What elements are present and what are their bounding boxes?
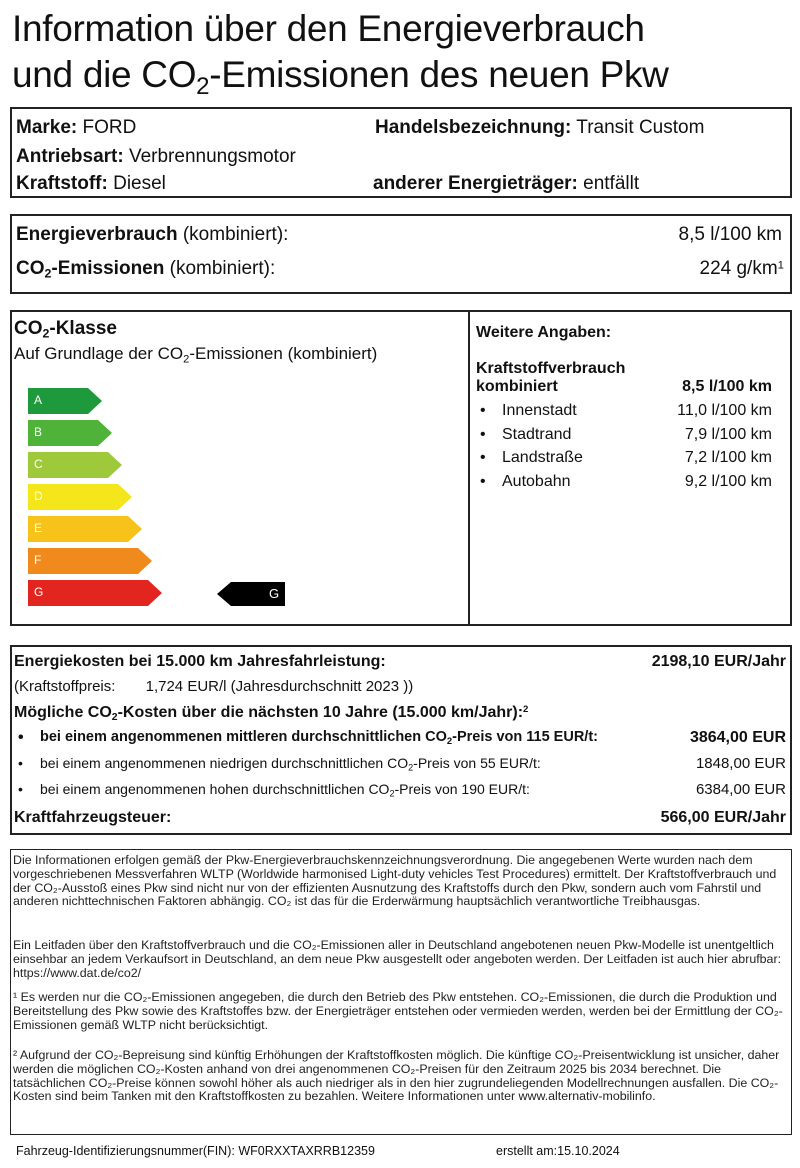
co2-class-letter: E [34, 521, 43, 535]
co2-class-title-pre: CO [14, 318, 43, 339]
fuel-label: Kraftstoff: [16, 173, 108, 194]
co2-class-subtitle-sub: 2 [183, 353, 190, 366]
drive-value: Verbrennungsmotor [128, 146, 296, 167]
scenario-value: 6384,00 EUR [695, 781, 786, 798]
co2-class-arrow-shape [28, 516, 142, 542]
combined-consumption-value: 8,5 l/100 km [682, 378, 772, 395]
consumption-item-value: 9,2 l/100 km [684, 472, 772, 490]
list-bullet: • [480, 425, 486, 443]
co2-class-arrow-f [28, 548, 152, 574]
co2-costs-title [14, 704, 528, 722]
scenario-value: 3864,00 EUR [689, 729, 786, 746]
scenario-label-pre: bei einem angenommenen hohen durchschnittlichen CO [40, 781, 390, 797]
energy-cost-label: Energiekosten bei 15.000 km Jahresfahrleistung: [14, 653, 386, 670]
list-bullet: • [480, 402, 486, 419]
further-details-box [468, 310, 792, 626]
co2-class-letter: C [34, 457, 43, 471]
co2-class-arrow-a [28, 388, 102, 414]
co2-class-arrow-e [28, 516, 142, 542]
co2-class-title [14, 318, 117, 340]
co2-label-sub: 2 [44, 266, 52, 281]
further-title: Weitere Angaben: [476, 324, 612, 341]
co2-class-arrow-d [28, 484, 132, 510]
co2-class-arrow-g [28, 580, 162, 606]
co2-class-arrow-shape [28, 484, 132, 510]
co2-costs-post: -Kosten über die nächsten 10 Jahre (15.000 km/Jahr): [117, 704, 524, 721]
title-line-2-pre: und die CO [12, 54, 197, 95]
notes-box [10, 849, 792, 1135]
co2-label-pre: CO [16, 258, 45, 279]
list-bullet: • [480, 472, 486, 490]
scenario-value: 1848,00 EUR [695, 755, 786, 772]
consumption-item-label: Stadtrand [502, 425, 572, 443]
fuel-row [16, 173, 166, 195]
energy-cost-value: 2198,10 EUR/Jahr [651, 653, 786, 670]
note-paragraph-4: ² Aufgrund der CO₂-Bepreisung sind künftig Erhöhungen der Kraftstoffkosten möglich. Die künftige CO₂-Preisentwicklung ist unsicher, daher werden die möglichen CO₂-Kosten anhand von drei angenommenen CO₂-Preisen für den Zeitraum 2025 bis 2034 berechnet. Die tatsächlichen CO₂-Preise können sowohl höher als auch niedriger als in den hier zugrundeliegenden Modellrechnungen ausfallen. Die CO₂-Kosten sind beim Tanken mit den Kraftstoffkosten zu bezahlen. Weitere Informationen unter www.alternativ-mobilinfo. [13, 1048, 780, 1104]
co2-class-letter: G [34, 585, 44, 599]
co2-class-subtitle-pre: Auf Grundlage der CO [14, 344, 184, 363]
other-energy-value: entfällt [583, 173, 640, 194]
co2-class-subtitle-post: -Emissionen (kombiniert) [189, 344, 378, 363]
fuel-consumption-title-1: Kraftstoffverbrauch [476, 360, 626, 377]
scenario-label [40, 781, 530, 797]
note-paragraph-1: Die Informationen erfolgen gemäß der Pkw-Energieverbrauchskennzeichnungsverordnung. Die angegebenen Werte wurden nach dem vorgeschriebenen Messverfahren WLTP (Worldwide harmonised Light-duty vehicles Test Procedures) ermittelt. Der Kraftstoffverbrauch und der CO₂-Ausstoß eines Pkw sind nicht nur von der effizienten Ausnutzung des Kraftstoffs durch den Pkw, sondern auch vom Fahrstil und anderen nichttechnischen Faktoren abhängig. CO₂ ist das für die Erderwärmung hauptsächlich verantwortliche Treibhausgas. [13, 853, 777, 909]
energy-consumption-row [16, 224, 288, 246]
fuel-consumption-title-2: kombiniert [476, 378, 558, 395]
other-energy-row [373, 173, 639, 195]
trade-row [375, 117, 704, 139]
fuel-price-value: 1,724 EUR/l (Jahresdurchschnitt 2023 )) [145, 678, 414, 695]
consumption-item-label: Innenstadt [502, 402, 577, 419]
note-paragraph-2: Ein Leitfaden über den Kraftstoffverbrauch und die CO₂-Emissionen aller in Deutschland angebotenen neuen Pkw-Modelle ist unentgeltlich einsehbar an jedem Verkaufsort in Deutschland, an dem neue Pkw ausgestellt oder angeboten werden. Der Leitfaden ist auch hier abrufbar: https://www.dat.de/co2/ [13, 938, 782, 980]
fuel-price-row [14, 678, 413, 695]
consumption-box [10, 214, 792, 294]
co2-class-letter: B [34, 425, 43, 439]
trade-value: Transit Custom [576, 117, 705, 138]
scenario-label [40, 755, 541, 771]
vehicle-tax-value: 566,00 EUR/Jahr [660, 809, 786, 826]
consumption-item-label: Landstraße [502, 449, 583, 466]
created-row [496, 1144, 620, 1158]
consumption-item-value: 7,2 l/100 km [684, 449, 772, 466]
co2-class-letter: D [34, 489, 43, 503]
scenario-label-post: -Preis von 115 EUR/t: [452, 729, 598, 745]
scenario-label-pre: bei einem angenommenen mittleren durchschnittlichen CO [40, 729, 447, 745]
co2-class-arrow-shape [28, 548, 152, 574]
created-value: 15.10.2024 [557, 1144, 620, 1158]
energy-consumption-suffix: (kombiniert): [182, 224, 289, 245]
scenario-label-sub: 2 [408, 762, 414, 773]
scenario-bullet: • [18, 755, 23, 771]
energy-consumption-value: 8,5 l/100 km [678, 224, 782, 245]
drive-label: Antriebsart: [16, 146, 124, 167]
other-energy-label: anderer Energieträger: [373, 173, 578, 194]
fuel-value: Diesel [113, 173, 166, 194]
trade-label: Handelsbezeichnung: [375, 117, 572, 138]
consumption-item-value: 11,0 l/100 km [677, 402, 772, 419]
costs-box [10, 645, 792, 835]
title-line-1: Information über den Energieverbrauch [12, 8, 645, 49]
created-label: erstellt am: [496, 1144, 558, 1158]
co2-class-title-post: -Klasse [49, 318, 117, 339]
co2-emissions-value [700, 258, 785, 280]
vehicle-info-box [10, 107, 792, 198]
fin-row [16, 1144, 375, 1158]
drive-row [16, 146, 296, 168]
fuel-price-label: (Kraftstoffpreis: [14, 678, 116, 695]
scenario-label-pre: bei einem angenommenen niedrigen durchschnittlichen CO [40, 755, 409, 771]
co2-class-box [10, 310, 470, 626]
co2-class-letter: F [34, 553, 42, 567]
scenario-label-sub: 2 [446, 734, 453, 746]
co2-value-footnote: 1 [777, 259, 784, 272]
vehicle-tax-label: Kraftfahrzeugsteuer: [14, 809, 172, 826]
vehicle-class-letter: G [269, 586, 280, 601]
scenario-label-post: -Preis von 55 EUR/t: [413, 755, 541, 771]
brand-value: FORD [82, 117, 137, 138]
co2-class-subtitle [14, 344, 377, 364]
scenario-label [40, 729, 598, 745]
page-title [12, 6, 669, 101]
title-line-2 [12, 52, 669, 101]
fin-value: WF0RXXTAXRRB12359 [238, 1144, 375, 1158]
co2-emissions-label [16, 258, 164, 279]
co2-costs-pre: Mögliche CO [14, 704, 112, 721]
brand-row [16, 117, 136, 139]
scenario-label-sub: 2 [389, 788, 395, 799]
scenario-label-post: -Preis von 190 EUR/t: [394, 781, 530, 797]
fuel-consumption-title [476, 360, 625, 396]
consumption-item-value: 7,9 l/100 km [684, 425, 772, 443]
co2-value-text: 224 g/km [699, 258, 778, 279]
note-paragraph-3: ¹ Es werden nur die CO₂-Emissionen angegeben, die durch den Betrieb des Pkw entstehen. CO₂-Emissionen, die durch die Produktion und Bereitstellung des Pkw sowie des Kraftstoffes bzw. der Energieträger entstehen oder vermieden werden, werden bei der Ermittlung der CO₂-Emissionen gemäß WLTP nicht berücksichtigt. [13, 990, 783, 1032]
energy-consumption-label: Energieverbrauch [16, 224, 178, 245]
list-bullet: • [480, 449, 486, 466]
title-sub: 2 [196, 73, 210, 101]
co2-emissions-suffix: (kombiniert): [169, 258, 276, 279]
co2-label-post: -Emissionen [51, 258, 165, 279]
brand-label: Marke: [16, 117, 78, 138]
scenario-bullet: • [18, 781, 23, 797]
co2-class-letter: A [34, 393, 43, 407]
title-line-2-post: -Emissionen des neuen Pkw [209, 54, 669, 95]
co2-class-arrow-shape [28, 580, 162, 606]
co2-class-title-sub: 2 [42, 326, 50, 341]
fin-label: Fahrzeug-Identifizierungsnummer(FIN): [16, 1144, 235, 1158]
co2-costs-footnote: 2 [523, 704, 529, 716]
vehicle-class-marker [217, 582, 285, 606]
consumption-item-label: Autobahn [502, 472, 571, 490]
co2-class-arrow-b [28, 420, 112, 446]
scenario-bullet: • [18, 729, 24, 746]
co2-costs-sub: 2 [111, 712, 118, 724]
co2-emissions-row [16, 258, 275, 280]
co2-class-arrow-c [28, 452, 122, 478]
